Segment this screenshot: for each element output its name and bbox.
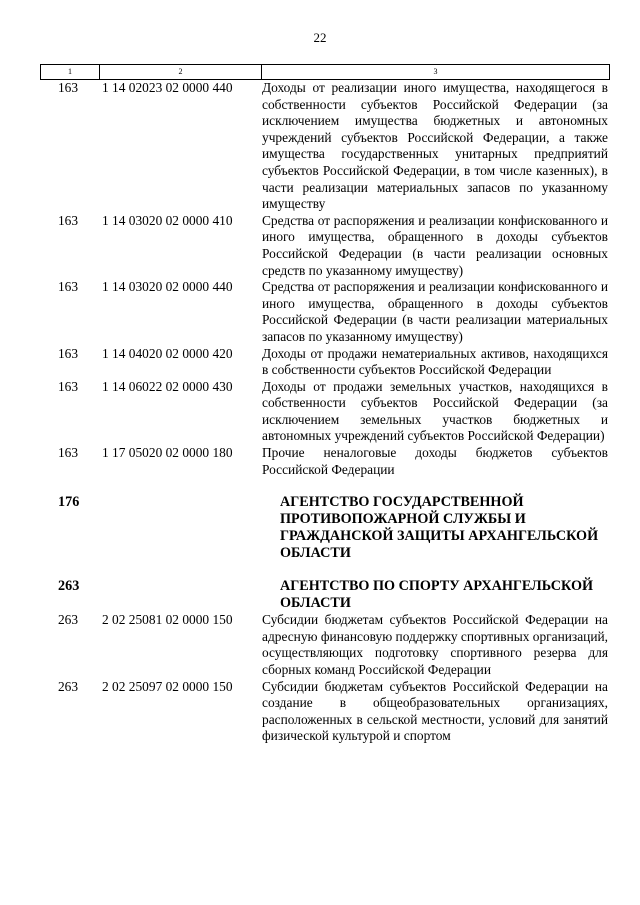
table-row [40, 612, 610, 678]
description-cell: Субсидии бюджетам субъектов Российской Федерации на адресную финансовую поддержку спортивных организаций, осуществляющих подготовку спортивного резерва для сборных команд Российской Федерации [262, 612, 609, 678]
admin-code-cell: 176 [58, 494, 80, 511]
admin-code-cell: 163 [57, 80, 79, 95]
table-row [40, 279, 610, 345]
revenue-code-cell: 1 17 05020 02 0000 180 [102, 445, 233, 461]
description-cell: Средства от распоряжения и реализации конфискованного и иного имущества, обращенного в доходы субъектов Российской Федерации (в части реализации материальных запасов по указанному имуществу) [262, 279, 608, 344]
page-number: 22 [313, 30, 327, 45]
table-row [40, 80, 610, 213]
revenue-code-cell: 1 14 03020 02 0000 440 [102, 279, 233, 295]
table-body [40, 80, 610, 745]
admin-code-cell: 163 [57, 212, 79, 228]
header-col-3: 3 [433, 67, 438, 76]
table-row [40, 213, 610, 279]
table-row [40, 346, 610, 379]
table-row [40, 445, 610, 478]
header-col-1: 1 [41, 65, 100, 79]
revenue-code-cell: 1 14 06022 02 0000 430 [102, 378, 233, 394]
description-cell: Средства от распоряжения и реализации конфискованного и иного имущества, обращенного в доходы субъектов Российской Федерации (в части реализации основных средств по указанному имуществу) [262, 212, 608, 278]
description-cell: АГЕНТСТВО ГОСУДАРСТВЕННОЙ ПРОТИВОПОЖАРНОЙ СЛУЖБЫ И ГРАЖДАНСКОЙ ЗАЩИТЫ АРХАНГЕЛЬСКОЙ ОБЛАСТИ [280, 494, 599, 562]
revenue-code-cell: 1 14 04020 02 0000 420 [102, 345, 233, 361]
revenue-code-cell [116, 578, 277, 612]
revenue-code-cell: 2 02 25081 02 0000 150 [102, 612, 233, 628]
section-header-row [40, 494, 610, 562]
admin-code-cell: 263 [58, 578, 80, 595]
description-cell: АГЕНТСТВО ПО СПОРТУ АРХАНГЕЛЬСКОЙ ОБЛАСТИ [280, 578, 594, 612]
table-row [40, 679, 610, 745]
section-header-row [40, 578, 610, 612]
description-cell: Доходы от продажи нематериальных активов, находящихся в собственности субъектов Российской Федерации [262, 345, 608, 378]
table-header-row [40, 64, 610, 80]
description-cell: Прочие неналоговые доходы бюджетов субъектов Российской Федерации [262, 445, 608, 477]
revenue-code-cell [116, 494, 277, 562]
revenue-code-cell: 1 14 02023 02 0000 440 [102, 80, 233, 95]
admin-code-cell: 263 [57, 612, 79, 628]
header-col-2: 2 [100, 65, 262, 79]
table-row [40, 379, 610, 445]
description-cell: Субсидии бюджетам субъектов Российской Федерации на создание в общеобразовательных организациях, расположенных в сельской местности, условий для занятий физической культурой и спортом [262, 678, 608, 744]
description-cell: Доходы от продажи земельных участков, находящихся в собственности субъектов Российской Федерации (за исключением земельных участков бюджетных и автономных учреждений субъектов Российской Федерации) [262, 378, 608, 444]
admin-code-cell: 163 [57, 279, 79, 295]
revenue-code-cell: 2 02 25097 02 0000 150 [102, 678, 233, 694]
revenue-code-cell: 1 14 03020 02 0000 410 [102, 212, 233, 228]
revenue-codes-table [40, 64, 610, 745]
admin-code-cell: 263 [57, 678, 79, 694]
admin-code-cell: 163 [57, 378, 79, 394]
description-cell: Доходы от реализации иного имущества, находящегося в собственности субъектов Российской Федерации (за исключением имущества бюджетных и автономных учреждений субъектов Российской Федерации, а также имущества государственных унитарных предприятий субъектов Российской Федерации, в том числе казенных), в части реализации материальных запасов по указанному имуществу [262, 80, 608, 212]
admin-code-cell: 163 [57, 345, 79, 361]
admin-code-cell: 163 [57, 445, 79, 461]
